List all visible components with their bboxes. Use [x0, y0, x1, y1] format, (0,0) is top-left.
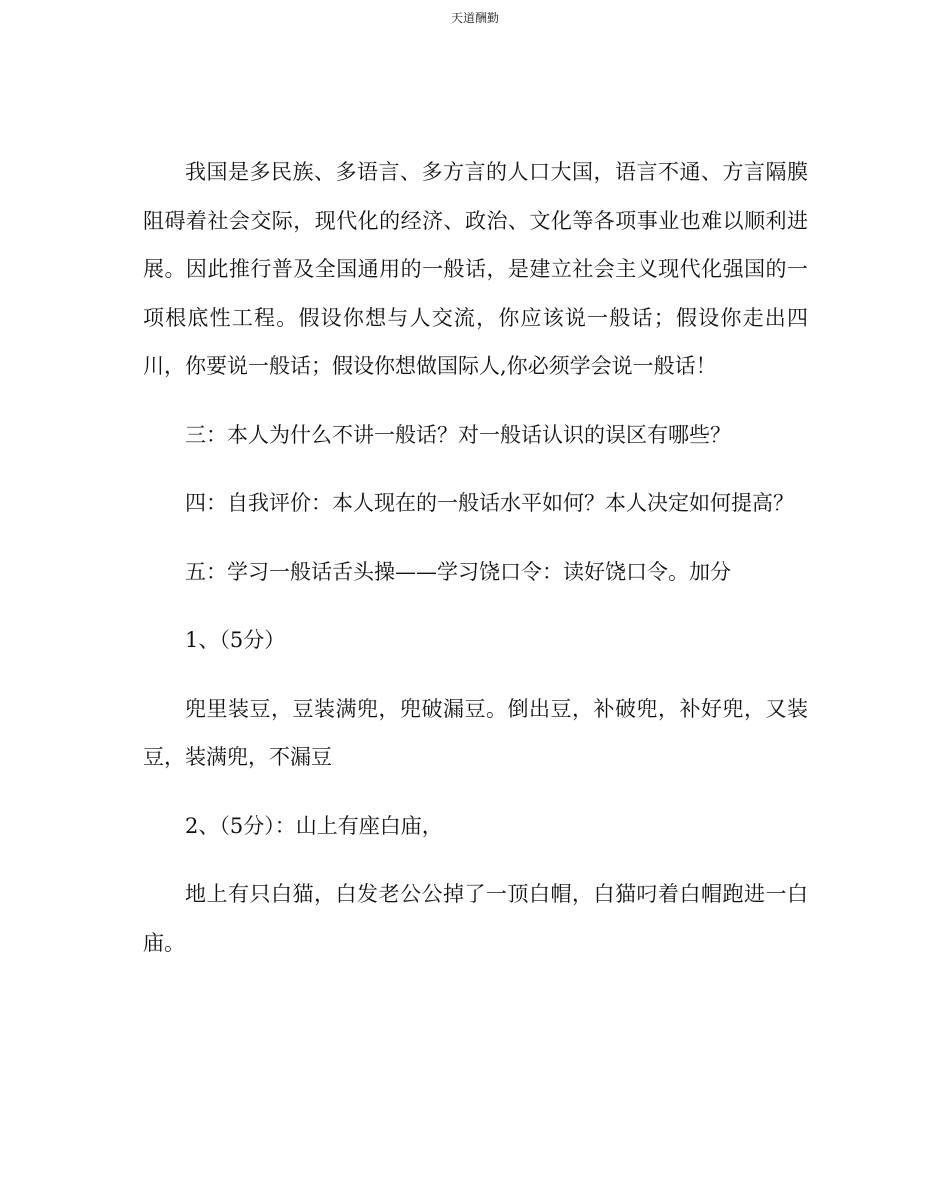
paragraph-item-2-heading: 2、（5分）：山上有座白庙， — [185, 813, 443, 838]
paragraph-intro: 我国是多民族、多语言、多方言的人口大国，语言不通、方言隔膜阻碍着社会交际，现代化的经济、政治、文化等各项事业也难以顺利进展。因此推行普及全国通用的一般话，是建立社会主义现代化强国的一项根底性工程。假设你想与人交流，你应该说一般话；假设你走出四川，你要说一般话；假设你想做国际人,你必须学会说一般话！ — [143, 160, 808, 378]
page-header: 天道酬勤 — [450, 11, 499, 25]
paragraph-item-2-text: 地上有只白猫，白发老公公掉了一顶白帽，白猫叼着白帽跑进一白庙。 — [143, 882, 808, 955]
paragraph-section-5: 五：学习一般话舌头操——学习饶口令：读好饶口令。加分 — [185, 559, 731, 584]
paragraph-item-1-heading: 1、（5分） — [185, 628, 286, 652]
paragraph-item-1-text: 兜里装豆，豆装满兜，兜破漏豆。倒出豆，补破兜，补好兜，又装豆，装满兜，不漏豆 — [143, 696, 808, 769]
paragraph-section-3: 三：本人为什么不讲一般话？对一般话认识的误区有哪些？ — [185, 422, 731, 447]
document-body — [143, 148, 808, 987]
paragraph-section-4: 四：自我评价：本人现在的一般话水平如何？本人决定如何提高？ — [185, 491, 794, 515]
